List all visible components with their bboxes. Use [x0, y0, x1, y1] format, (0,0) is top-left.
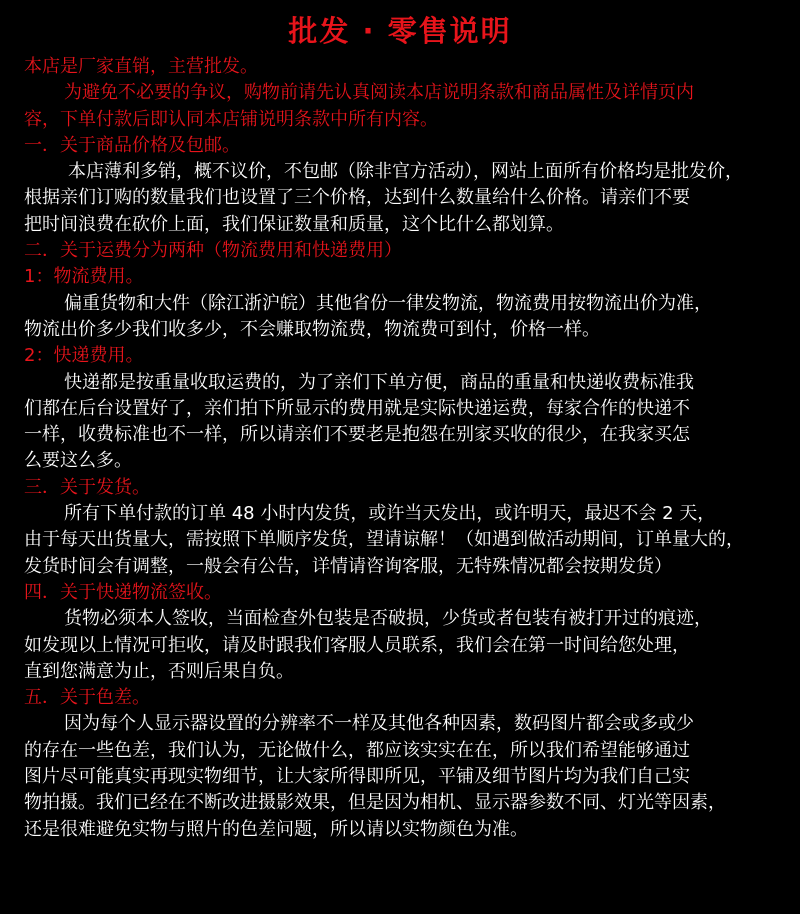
section-heading: 三．关于发货。 — [24, 476, 150, 498]
subsection-heading: 2：快递费用。 — [24, 345, 144, 367]
section-text-line: 们都在后台设置好了，亲们拍下所显示的费用就是实际快递运费，每家合作的快递不 — [24, 397, 690, 419]
section-color-difference — [24, 685, 786, 843]
subsection-heading: 1：物流费用。 — [24, 266, 144, 288]
section-heading: 四．关于快递物流签收。 — [24, 581, 222, 603]
section-text-line: 所有下单付款的订单 48 小时内发货，或许当天发出，或许明天，最迟不会 2 天， — [64, 503, 716, 525]
intro-statement: 本店是厂家直销，主营批发。 — [24, 56, 258, 77]
section-text-line: 把时间浪费在砍价上面，我们保证数量和质量，这个比什么都划算。 — [24, 213, 564, 235]
section-text-line: 如发现以上情况可拒收，请及时跟我们客服人员联系，我们会在第一时间给您处理， — [24, 634, 690, 656]
section-text-line: 么要这么多。 — [24, 450, 132, 472]
section-text-line: 发货时间会有调整，一般会有公告，详情请咨询客服，无特殊情况都会按期发货） — [24, 555, 672, 577]
section-heading: 二．关于运费分为两种（物流费用和快递费用） — [24, 240, 402, 262]
section-text-line: 本店薄利多销，概不议价，不包邮（除非官方活动），网站上面所有价格均是批发价， — [68, 161, 743, 183]
section-text-line: 货物必须本人签收，当面检查外包装是否破损，少货或者包装有被打开过的痕迹， — [64, 608, 712, 630]
section-text-line: 直到您满意为止，否则后果自负。 — [24, 660, 294, 682]
section-text-line: 因为每个人显示器设置的分辨率不一样及其他各种因素，数码图片都会或多或少 — [64, 713, 694, 735]
section-heading: 一．关于商品价格及包邮。 — [24, 134, 240, 156]
intro-section — [24, 54, 786, 133]
section-text-line: 物拍摄。我们已经在不断改进摄影效果，但是因为相机、显示器参数不同、灯光等因素， — [24, 792, 726, 814]
section-text-line: 由于每天出货量大，需按照下单顺序发货，望请谅解！（如遇到做活动期间，订单量大的， — [24, 529, 744, 551]
page-title: 批发 · 零售说明 — [288, 14, 512, 48]
section-text-line: 快递都是按重量收取运费的，为了亲们下单方便，商品的重量和快递收费标准我 — [64, 371, 694, 393]
section-text-line: 的存在一些色差，我们认为，无论做什么，都应该实实在在，所以我们希望能够通过 — [24, 739, 690, 761]
section-shipping-fees — [24, 238, 786, 475]
section-text-line: 还是很难避免实物与照片的色差问题，所以请以实物颜色为准。 — [24, 818, 528, 840]
section-receipt — [24, 580, 786, 685]
section-text-line: 物流出价多少我们收多少，不会赚取物流费，物流费可到付，价格一样。 — [24, 318, 600, 340]
section-text-line: 偏重货物和大件（除江浙沪皖）其他省份一律发物流，物流费用按物流出价为准， — [64, 292, 712, 314]
section-heading: 五．关于色差。 — [24, 687, 150, 709]
intro-paragraph-line: 容，下单付款后即认同本店铺说明条款中所有内容。 — [24, 108, 438, 130]
section-text-line: 图片尽可能真实再现实物细节，让大家所得即所见，平铺及细节图片均为我们自己实 — [24, 766, 690, 788]
section-text-line: 一样，收费标准也不一样，所以请亲们不要老是抱怨在别家买收的很少，在我家买怎 — [24, 424, 690, 446]
section-text-line: 根据亲们订购的数量我们也设置了三个价格，达到什么数量给什么价格。请亲们不要 — [24, 187, 690, 209]
intro-paragraph-line: 为避免不必要的争议，购物前请先认真阅读本店说明条款和商品属性及详情页内 — [64, 82, 694, 104]
section-pricing — [24, 133, 786, 238]
section-delivery — [24, 475, 786, 580]
